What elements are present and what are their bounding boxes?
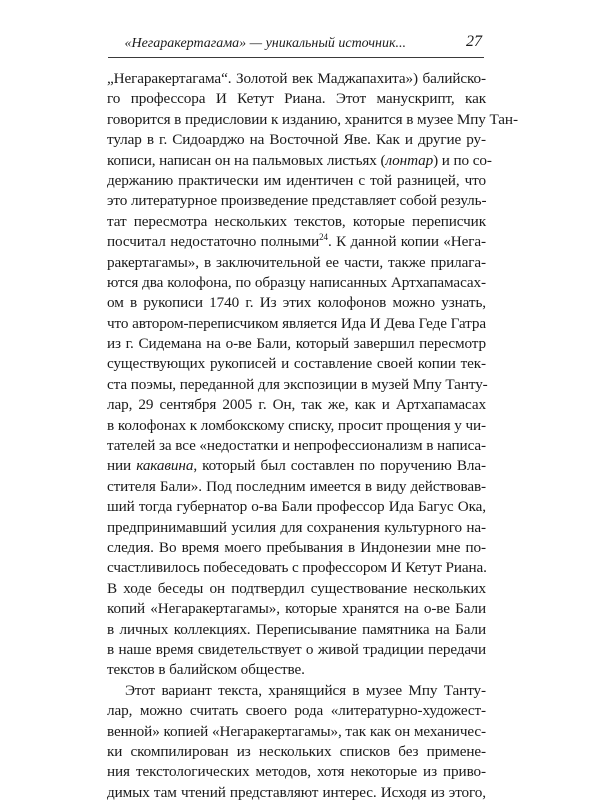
text-line: В ходе беседы он подтвердил существование нескольких <box>107 579 486 597</box>
text-line: в наше время свидетельствует о живой традиции передачи <box>107 640 486 658</box>
text-line-lontar: кописи, написан он на пальмовых листьях (лонтар) и по со- <box>107 151 492 169</box>
text-line: тат пересмотра нескольких текстов, которые переписчик <box>107 212 486 230</box>
text-segment: . К данной копии «Нега- <box>327 233 486 251</box>
text-line: лар, 29 сентября 2005 г. Он, так же, как и Артхапамасах <box>107 396 486 414</box>
text-line: говорится в предисловии к изданию, хранится в музее Мпу Тан- <box>107 110 518 128</box>
running-title: «Негаракертагама» — уникальный источник... <box>124 36 406 51</box>
text-line: ки скомпилирован из нескольких списков без примене- <box>107 742 486 760</box>
text-line: тулар в г. Сидоарджо на Восточной Яве. Как и другие ру- <box>107 131 486 149</box>
text-line: ста поэмы, переданной для экспозиции в музей Мпу Танту- <box>107 375 488 393</box>
header-rule <box>108 57 484 58</box>
text-line: венной» копией «Негаракертагамы», так как он механичес- <box>107 722 486 740</box>
text-line: держанию практически им идентичен с той разницей, что <box>107 171 486 189</box>
text-line: следия. Во время моего пребывания в Индонезии мне по- <box>107 538 486 556</box>
text-line: Этот вариант текста, хранящийся в музее Мпу Танту- <box>125 681 486 699</box>
running-header <box>108 32 484 58</box>
text-line: что автором-переписчиком является Ида И Дева Геде Гатра <box>107 314 486 332</box>
text-line: ракертагамы», в заключительной ее части, также прилага- <box>107 253 486 271</box>
text-line-footnote <box>107 232 486 252</box>
footnote-ref-24: 24 <box>319 232 328 243</box>
text-line: лар, можно считать своего рода «литературно-художест- <box>107 702 486 720</box>
text-line: счастливилось побеседовать с профессором И Кетут Риана. <box>107 559 487 577</box>
term-kakavin: какавина <box>136 457 194 475</box>
text-line: текстов в балийском обществе. <box>107 661 305 679</box>
page-number: 27 <box>466 33 482 50</box>
text-line: в личных коллекциях. Переписывание памятника на Бали <box>107 620 486 638</box>
text-line: тателей за все «недостатки и непрофессионализм в написа- <box>107 437 486 455</box>
text-line: копий «Негаракертагамы», которые хранятся на о-ве Бали <box>107 600 486 618</box>
text-line: в колофонах к ломбокскому списку, просит прощения у чи- <box>107 416 486 434</box>
body-text <box>107 69 518 803</box>
text-line: это литературное произведение представляет собой резуль- <box>107 192 487 210</box>
text-line: ются два колофона, по образцу написанных Артхапамасах- <box>107 273 486 291</box>
text-line: ния текстологических методов, хотя некоторые из приво- <box>107 763 486 781</box>
text-segment: посчитал недостаточно полными <box>107 233 320 251</box>
text-line-kakavin: нии какавина, который был составлен по поручению Вла- <box>107 457 486 475</box>
term-lontar: лонтар <box>385 151 434 169</box>
text-line: существующих рукописей и составление своей копии тек- <box>107 355 486 373</box>
text-line: ом в рукописи 1740 г. Из этих колофонов можно узнать, <box>107 294 486 312</box>
text-line: го профессора И Кетут Риана. Этот манускрипт, как <box>107 90 486 108</box>
text-line: „Негаракертагама“. Золотой век Маджапахита») балийско- <box>107 70 486 87</box>
text-line: предпринимавший усилия для сохранения культурного на- <box>107 518 486 536</box>
text-line: димых там чтений представляют интерес. Исходя из этого, <box>107 783 486 801</box>
text-line: стителя Бали». Под последним имеется в виду действовав- <box>107 477 486 495</box>
text-line: из г. Сидемана на о-ве Бали, который завершил пересмотр <box>107 335 486 353</box>
text-line: ший тогда губернатор о-ва Бали профессор Ида Багус Ока, <box>107 498 486 516</box>
